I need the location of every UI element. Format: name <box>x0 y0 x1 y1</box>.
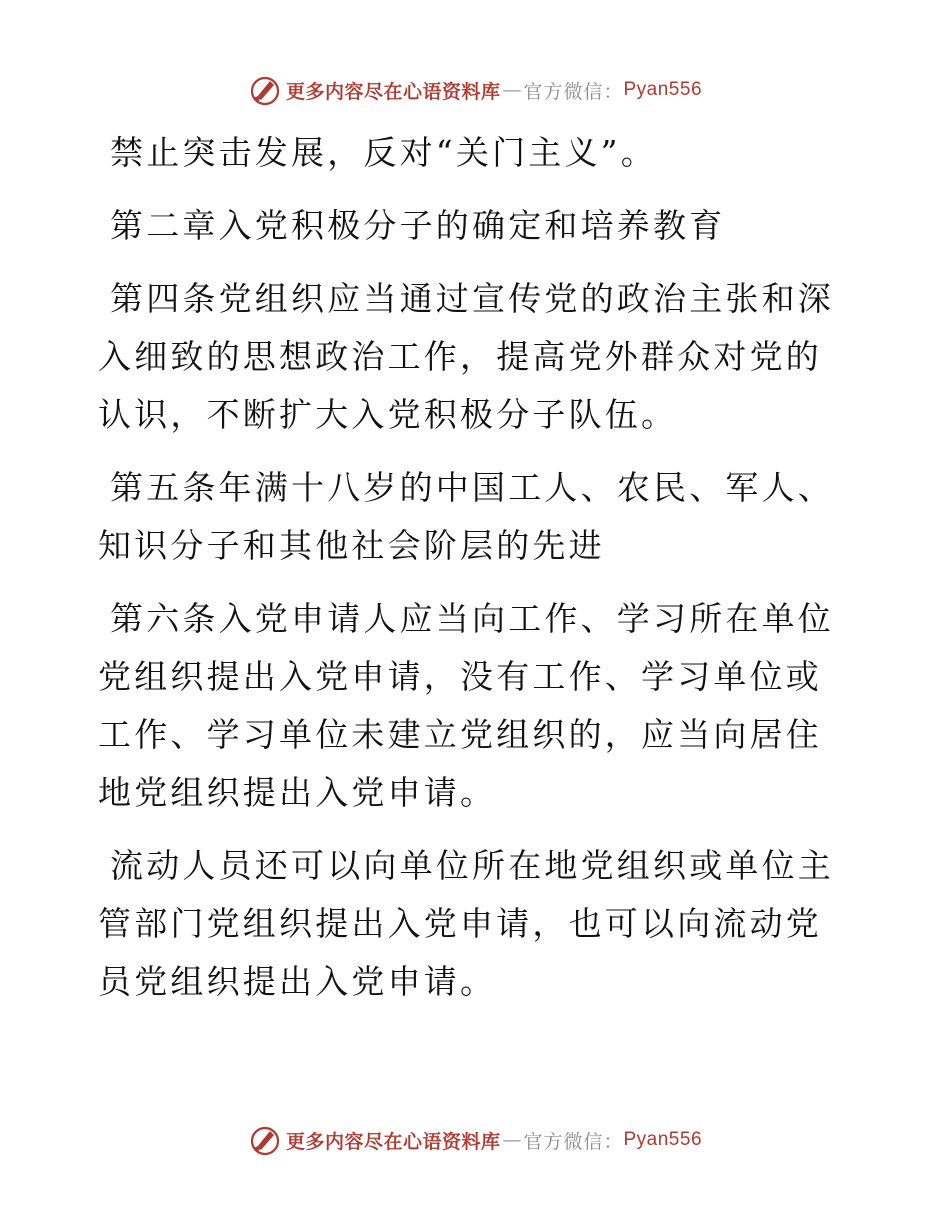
footer-banner <box>0 1120 950 1160</box>
paragraph: 第五条年满十八岁的中国工人、农民、军人、知识分子和其他社会阶层的先进 <box>98 468 834 565</box>
chapter-heading: 第二章入党积极分子的确定和培养教育 <box>110 206 726 245</box>
quill-ink-logo-icon <box>248 1123 282 1157</box>
header-banner <box>0 70 950 110</box>
wechat-handle: Pyan556 <box>623 1129 703 1150</box>
official-wechat-label: 官方微信： <box>523 1130 624 1153</box>
paragraph: 禁止突击发展，反对“关门主义”。 <box>110 133 657 172</box>
document-body <box>98 124 850 1026</box>
banner-dash: — <box>502 1129 522 1151</box>
banner-dash: — <box>502 79 522 101</box>
brand-text: 更多内容尽在心语资料库 <box>285 80 501 103</box>
paragraph: 第四条党组织应当通过宣传党的政治主张和深入细致的思想政治工作，提高党外群众对党的认识，不断扩大入党积极分子队伍。 <box>98 279 834 434</box>
paragraph: 第六条入党申请人应当向工作、学习所在单位党组织提出入党申请，没有工作、学习单位或工作、学习单位未建立党组织的，应当向居住地党组织提出入党申请。 <box>98 599 834 812</box>
official-wechat-label: 官方微信： <box>523 80 624 103</box>
wechat-handle: Pyan556 <box>623 79 703 100</box>
quill-ink-logo-icon <box>248 73 282 107</box>
brand-text: 更多内容尽在心语资料库 <box>285 1130 501 1153</box>
paragraph: 流动人员还可以向单位所在地党组织或单位主管部门党组织提出入党申请，也可以向流动党员党组织提出入党申请。 <box>98 846 834 1001</box>
